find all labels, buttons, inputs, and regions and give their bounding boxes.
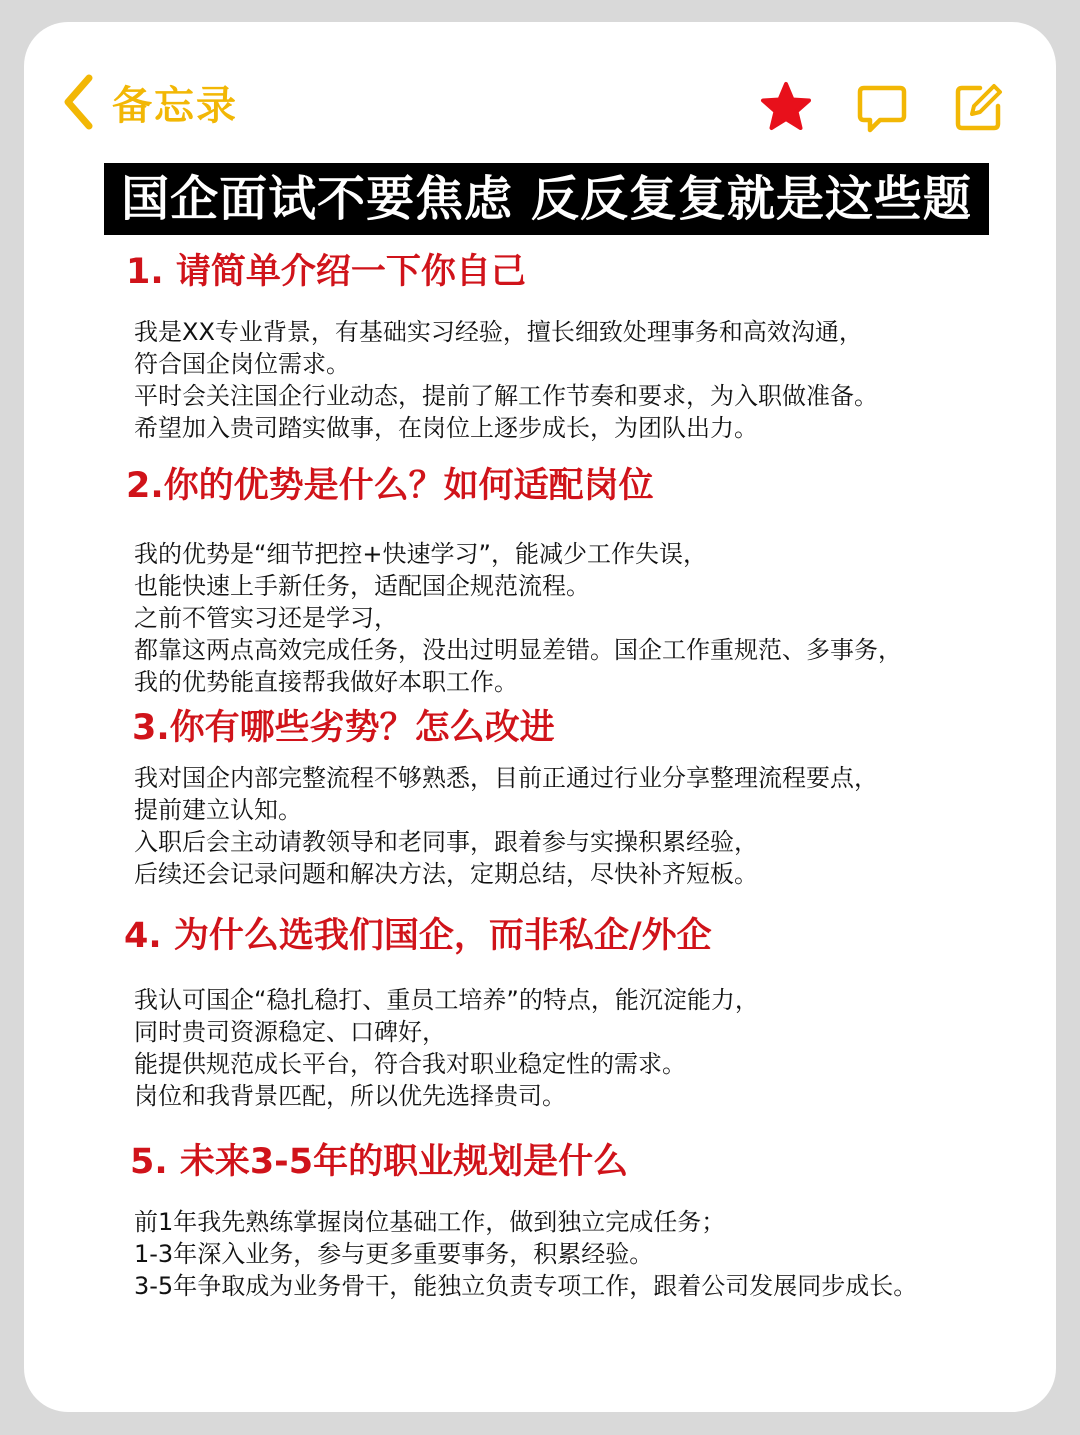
edit-icon[interactable] bbox=[950, 80, 1006, 136]
body-line: 3-5年争取成为业务骨干，能独立负责专项工作，跟着公司发展同步成长。 bbox=[134, 1272, 918, 1300]
body-line: 符合国企岗位需求。 bbox=[134, 350, 350, 378]
body-line: 平时会关注国企行业动态，提前了解工作节奏和要求，为入职做准备。 bbox=[134, 382, 878, 410]
section-body-1 bbox=[134, 316, 1014, 444]
section-body-3 bbox=[134, 762, 1014, 890]
section-body-2 bbox=[134, 538, 1014, 698]
section-body-5 bbox=[134, 1206, 1014, 1302]
back-button[interactable] bbox=[62, 72, 238, 132]
body-line: 能提供规范成长平台，符合我对职业稳定性的需求。 bbox=[134, 1050, 686, 1078]
body-line: 都靠这两点高效完成任务，没出过明显差错。国企工作重规范、多事务， bbox=[134, 636, 902, 664]
section-heading-5: 5. 未来3-5年的职业规划是什么 bbox=[130, 1142, 629, 1182]
section-heading-4: 4. 为什么选我们国企，而非私企/外企 bbox=[124, 916, 712, 956]
chevron-left-icon bbox=[62, 74, 94, 130]
page-title: 国企面试不要焦虑 反反复复就是这些题 bbox=[104, 163, 989, 235]
body-line: 我的优势是“细节把控+快速学习”，能减少工作失误， bbox=[134, 540, 707, 568]
star-icon[interactable] bbox=[758, 80, 814, 136]
body-line: 我对国企内部完整流程不够熟悉，目前正通过行业分享整理流程要点， bbox=[134, 764, 878, 792]
back-label: 备忘录 bbox=[112, 82, 238, 129]
body-line: 1-3年深入业务，参与更多重要事务，积累经验。 bbox=[134, 1240, 654, 1268]
section-heading-3: 3.你有哪些劣势？怎么改进 bbox=[132, 708, 555, 748]
note-card bbox=[24, 22, 1056, 1412]
body-line: 也能快速上手新任务，适配国企规范流程。 bbox=[134, 572, 590, 600]
section-body-4 bbox=[134, 984, 1014, 1112]
comment-icon[interactable] bbox=[854, 80, 910, 136]
toolbar-icons bbox=[758, 80, 1006, 136]
body-line: 前1年我先熟练掌握岗位基础工作，做到独立完成任务； bbox=[134, 1208, 726, 1236]
body-line: 之前不管实习还是学习， bbox=[134, 604, 398, 632]
body-line: 提前建立认知。 bbox=[134, 796, 302, 824]
body-line: 希望加入贵司踏实做事，在岗位上逐步成长，为团队出力。 bbox=[134, 414, 758, 442]
section-heading-2: 2.你的优势是什么？如何适配岗位 bbox=[126, 466, 654, 506]
body-line: 入职后会主动请教领导和老同事，跟着参与实操积累经验， bbox=[134, 828, 758, 856]
section-heading-1: 1. 请简单介绍一下你自己 bbox=[126, 252, 526, 292]
body-line: 岗位和我背景匹配，所以优先选择贵司。 bbox=[134, 1082, 566, 1110]
body-line: 我的优势能直接帮我做好本职工作。 bbox=[134, 668, 518, 696]
body-line: 我认可国企“稳扎稳打、重员工培养”的特点，能沉淀能力， bbox=[134, 986, 759, 1014]
top-bar bbox=[24, 22, 1056, 162]
body-line: 同时贵司资源稳定、口碑好， bbox=[134, 1018, 446, 1046]
body-line: 我是XX专业背景，有基础实习经验，擅长细致处理事务和高效沟通， bbox=[134, 318, 863, 346]
body-line: 后续还会记录问题和解决方法，定期总结，尽快补齐短板。 bbox=[134, 860, 758, 888]
